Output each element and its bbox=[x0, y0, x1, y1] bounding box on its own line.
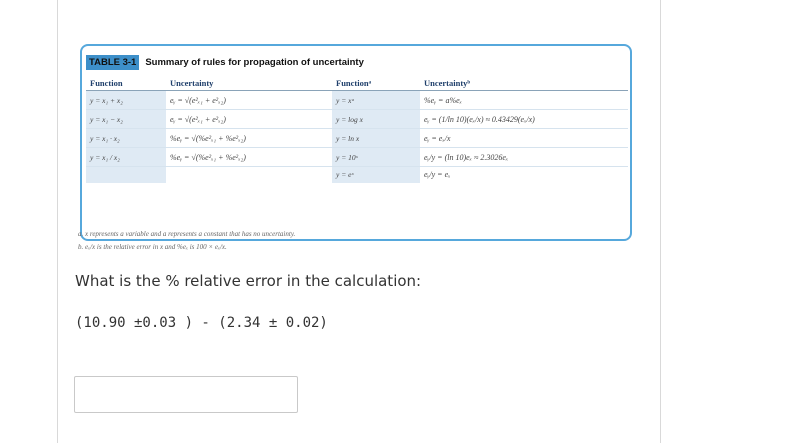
table-caption bbox=[86, 55, 364, 70]
cell-function: y = eˣ bbox=[332, 167, 420, 183]
header-function-b: Functionᵃ bbox=[332, 76, 420, 91]
cell-function: y = xᵃ bbox=[332, 91, 420, 110]
table-row bbox=[86, 148, 628, 167]
cell-function: y = log x bbox=[332, 110, 420, 129]
cell-function: y = ln x bbox=[332, 129, 420, 148]
footnote-b: b. eₓ/x is the relative error in x and %eₓ is 100 × eₓ/x. bbox=[78, 243, 227, 251]
cell-function: y = x₁ / x₂ bbox=[86, 148, 166, 167]
answer-input[interactable] bbox=[74, 376, 298, 413]
cell-uncertainty: eᵧ = eₓ/x bbox=[420, 129, 628, 148]
cell-uncertainty: eᵧ = √(e²ₓ₁ + e²ₓ₂) bbox=[166, 110, 332, 129]
cell-uncertainty bbox=[166, 167, 332, 183]
reference-table-image bbox=[80, 44, 632, 241]
table-number-tag: TABLE 3-1 bbox=[86, 55, 139, 70]
cell-function bbox=[86, 167, 166, 183]
footnote-a: a. x represents a variable and a represents a constant that has no uncertainty. bbox=[78, 230, 296, 238]
cell-uncertainty: eᵧ/y = (ln 10)eₓ ≈ 2.3026eₓ bbox=[420, 148, 628, 167]
cell-uncertainty: %eᵧ = √(%e²ₓ₁ + %e²ₓ₂) bbox=[166, 148, 332, 167]
header-function: Function bbox=[86, 76, 166, 91]
table-row bbox=[86, 110, 628, 129]
cell-uncertainty: eᵧ = √(e²ₓ₁ + e²ₓ₂) bbox=[166, 91, 332, 110]
table-title: Summary of rules for propagation of uncertainty bbox=[145, 57, 364, 68]
cell-uncertainty: eᵧ/y = eₓ bbox=[424, 170, 451, 180]
header-uncertainty-b: Uncertaintyᵇ bbox=[420, 76, 628, 91]
cell-function: y = 10ˣ bbox=[332, 148, 420, 167]
table-header-row bbox=[86, 76, 628, 91]
question-text: What is the % relative error in the calculation: bbox=[75, 272, 422, 290]
cell-uncertainty: %eᵧ = √(%e²ₓ₁ + %e²ₓ₂) bbox=[166, 129, 332, 148]
cell-uncertainty: eᵧ = (1/ln 10)(eₓ/x) ≈ 0.43429(eₓ/x) bbox=[420, 110, 628, 129]
table-row bbox=[86, 167, 628, 183]
cell-function: y = x₁ · x₂ bbox=[86, 129, 166, 148]
table-row bbox=[86, 91, 628, 110]
table-row bbox=[86, 129, 628, 148]
propagation-rules-table bbox=[86, 76, 628, 183]
cell-uncertainty: %eᵧ = a%eₓ bbox=[420, 91, 628, 110]
header-uncertainty: Uncertainty bbox=[166, 76, 332, 91]
question-expression: (10.90 ±0.03 ) - (2.34 ± 0.02) bbox=[75, 315, 328, 331]
cell-function: y = x₁ − x₂ bbox=[86, 110, 166, 129]
cell-function: y = x₁ + x₂ bbox=[86, 91, 166, 110]
